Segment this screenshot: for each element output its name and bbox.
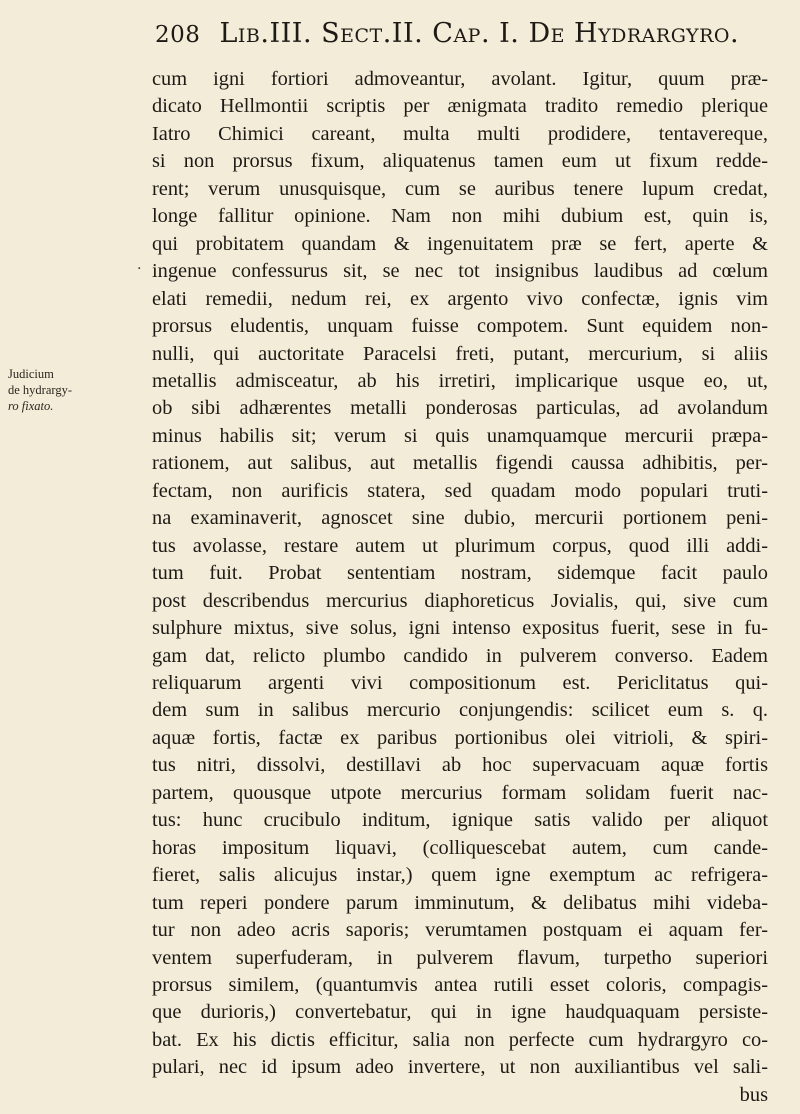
text-line: nulli, qui auctoritate Paracelsi freti, putant, mercurium, si aliis — [152, 342, 768, 365]
running-title: Lib.III. Sect.II. Cap. I. De Hydrargyro. — [219, 18, 740, 49]
text-line: fectam, non aurificis statera, sed quadam modo populari truti- — [152, 479, 768, 502]
text-line: ingenue confessurus sit, se nec tot insignibus laudibus ad cœlum — [152, 260, 768, 283]
text-line: pulari, nec id ipsum adeo invertere, ut non auxiliantibus vel sali- — [152, 1056, 768, 1079]
marginal-note-line: Judicium — [8, 367, 54, 381]
text-line: dem sum in salibus mercurio conjungendis: scilicet eum s. q. — [152, 699, 768, 722]
text-line: prorsus eludentis, unquam fuisse compotem. Sunt equidem non- — [152, 315, 768, 338]
text-line: fieret, salis alicujus instar,) quem igne exemptum ac refrigera- — [152, 864, 768, 887]
text-line: tur non adeo acris saporis; verumtamen postquam ei aquam fer- — [152, 919, 768, 942]
text-line: tum fuit. Probat sententiam nostram, sidemque facit paulo — [152, 562, 768, 585]
text-line: longe fallitur opinione. Nam non mihi dubium est, quin is, — [152, 205, 768, 228]
text-line: sulphure mixtus, sive solus, igni intenso expositus fuerit, sese in fu- — [152, 617, 768, 640]
text-line: metallis admisceatur, ab his irretiri, implicarique usque eo, ut, — [152, 369, 768, 392]
text-line: post describendus mercurius diaphoreticus Jovialis, qui, sive cum — [152, 589, 768, 612]
text-line: bat. Ex his dictis efficitur, salia non perfecte cum hydrargyro co- — [152, 1028, 768, 1051]
text-line: ventem superfuderam, in pulverem flavum, turpetho superiori — [152, 946, 768, 969]
text-line: que durioris,) convertebatur, qui in igne haudquaquam persiste- — [152, 1001, 768, 1024]
body-text — [152, 66, 768, 1109]
marginal-note-line: ro fixato. — [8, 399, 54, 413]
text-line: prorsus similem, (quantumvis antea rutili esset coloris, compagis- — [152, 973, 768, 996]
text-line: rationem, aut salibus, aut metallis figendi caussa adhibitis, per- — [152, 452, 768, 475]
text-line: gam dat, relicto plumbo candido in pulverem converso. Eadem — [152, 644, 768, 667]
text-line: minus habilis sit; verum si quis unamquamque mercurii præpa- — [152, 424, 768, 447]
text-line: aquæ fortis, factæ ex paribus portionibus olei vitrioli, & spiri- — [152, 726, 768, 749]
text-line: na examinaverit, agnoscet sine dubio, mercurii portionem peni- — [152, 507, 768, 530]
text-line: elati remedii, nedum rei, ex argento vivo confectæ, ignis vim — [152, 287, 768, 310]
margin-mark: . — [137, 257, 142, 273]
marginal-note — [8, 366, 104, 414]
text-line: Iatro Chimici careant, multa multi prodidere, tentavereque, — [152, 122, 768, 145]
catchword: bus — [739, 1083, 768, 1106]
page-header — [155, 18, 755, 49]
text-line: partem, quousque utpote mercurius formam solidam fuerit nac- — [152, 781, 768, 804]
text-line: qui probitatem quandam & ingenuitatem præ se fert, aperte & — [152, 232, 768, 255]
text-line: horas impositum liquavi, (colliquescebat autem, cum cande- — [152, 836, 768, 859]
text-line: tus avolasse, restare autem ut plurimum corpus, quod illi addi- — [152, 534, 768, 557]
text-line: rent; verum unusquisque, cum se auribus tenere lupum credat, — [152, 177, 768, 200]
text-line: tus: hunc crucibulo inditum, ignique satis valido per aliquot — [152, 809, 768, 832]
text-line: dicato Hellmontii scriptis per ænigmata tradito remedio plerique — [152, 95, 768, 118]
text-line: cum igni fortiori admoveantur, avolant. Igitur, quum præ- — [152, 68, 768, 90]
marginal-note-line: de hydrargy- — [8, 383, 72, 397]
text-line: tus nitri, dissolvi, destillavi ab hoc supervacuam aquæ fortis — [152, 754, 768, 777]
text-line: ob sibi adhærentes metalli ponderosas particulas, ad avolandum — [152, 397, 768, 420]
text-line: tum reperi pondere parum imminutum, & delibatus mihi videba- — [152, 891, 768, 914]
text-line: reliquarum argenti vivi compositionum est. Periclitatus qui- — [152, 671, 768, 694]
text-line: si non prorsus fixum, aliquatenus tamen eum ut fixum redde- — [152, 150, 768, 173]
page-number: 208 — [155, 22, 201, 48]
